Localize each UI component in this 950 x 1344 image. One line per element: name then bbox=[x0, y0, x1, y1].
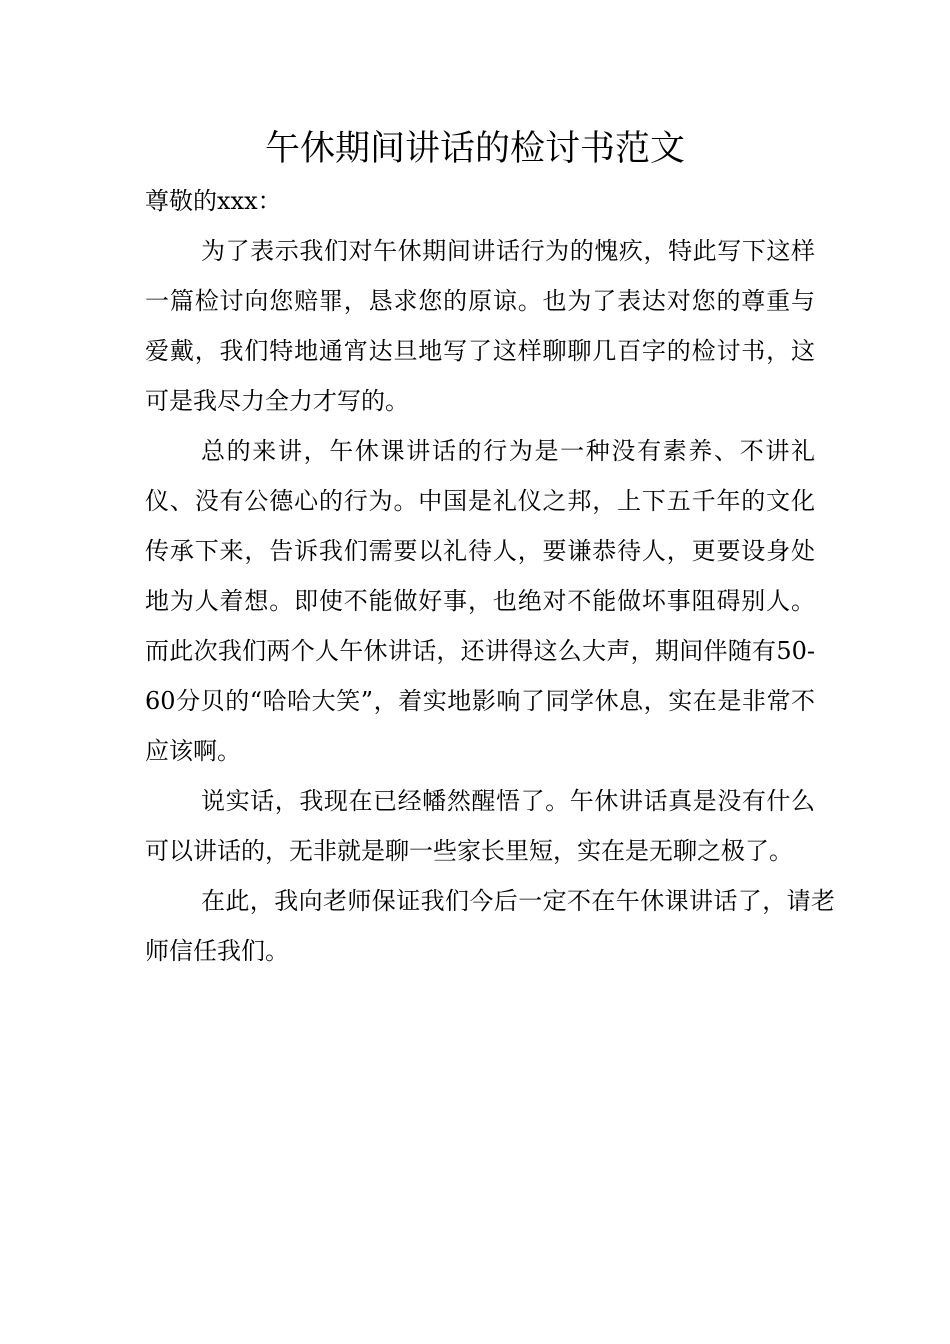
page-title: 午休期间讲话的检讨书范文 bbox=[264, 129, 685, 169]
paragraph-4: 在此，我向老师保证我们今后一定不在午休课讲话了，请老师信任我们。 bbox=[145, 887, 835, 965]
paragraph-1: 为了表示我们对午休期间讲话行为的愧疚，特此写下这样一篇检讨向您赔罪，恳求您的原谅。也为了表达对您的尊重与爱戴，我们特地通宵达旦地写了这样聊聊几百字的检讨书，这可是我尽力全力才写的。 bbox=[145, 237, 815, 415]
paragraph-2: 总的来讲，午休课讲话的行为是一种没有素养、不讲礼仪、没有公德心的行为。中国是礼仪之邦，上下五千年的文化传承下来，告诉我们需要以礼待人，要谦恭待人，更要设身处地为人着想。即使不能做好事，也绝对不能做坏事阻碍别人。而此次我们两个人午休讲话，还讲得这么大声，期间伴随有50-60分贝的“哈哈大笑”，着实地影响了同学休息，实在是非常不应该啊。 bbox=[145, 437, 815, 765]
document-body bbox=[145, 176, 835, 976]
paragraph-3: 说实话，我现在已经幡然醒悟了。午休讲话真是没有什么可以讲话的，无非就是聊一些家长里短，实在是无聊之极了。 bbox=[145, 787, 815, 865]
salutation: 尊敬的xxx： bbox=[145, 187, 282, 215]
